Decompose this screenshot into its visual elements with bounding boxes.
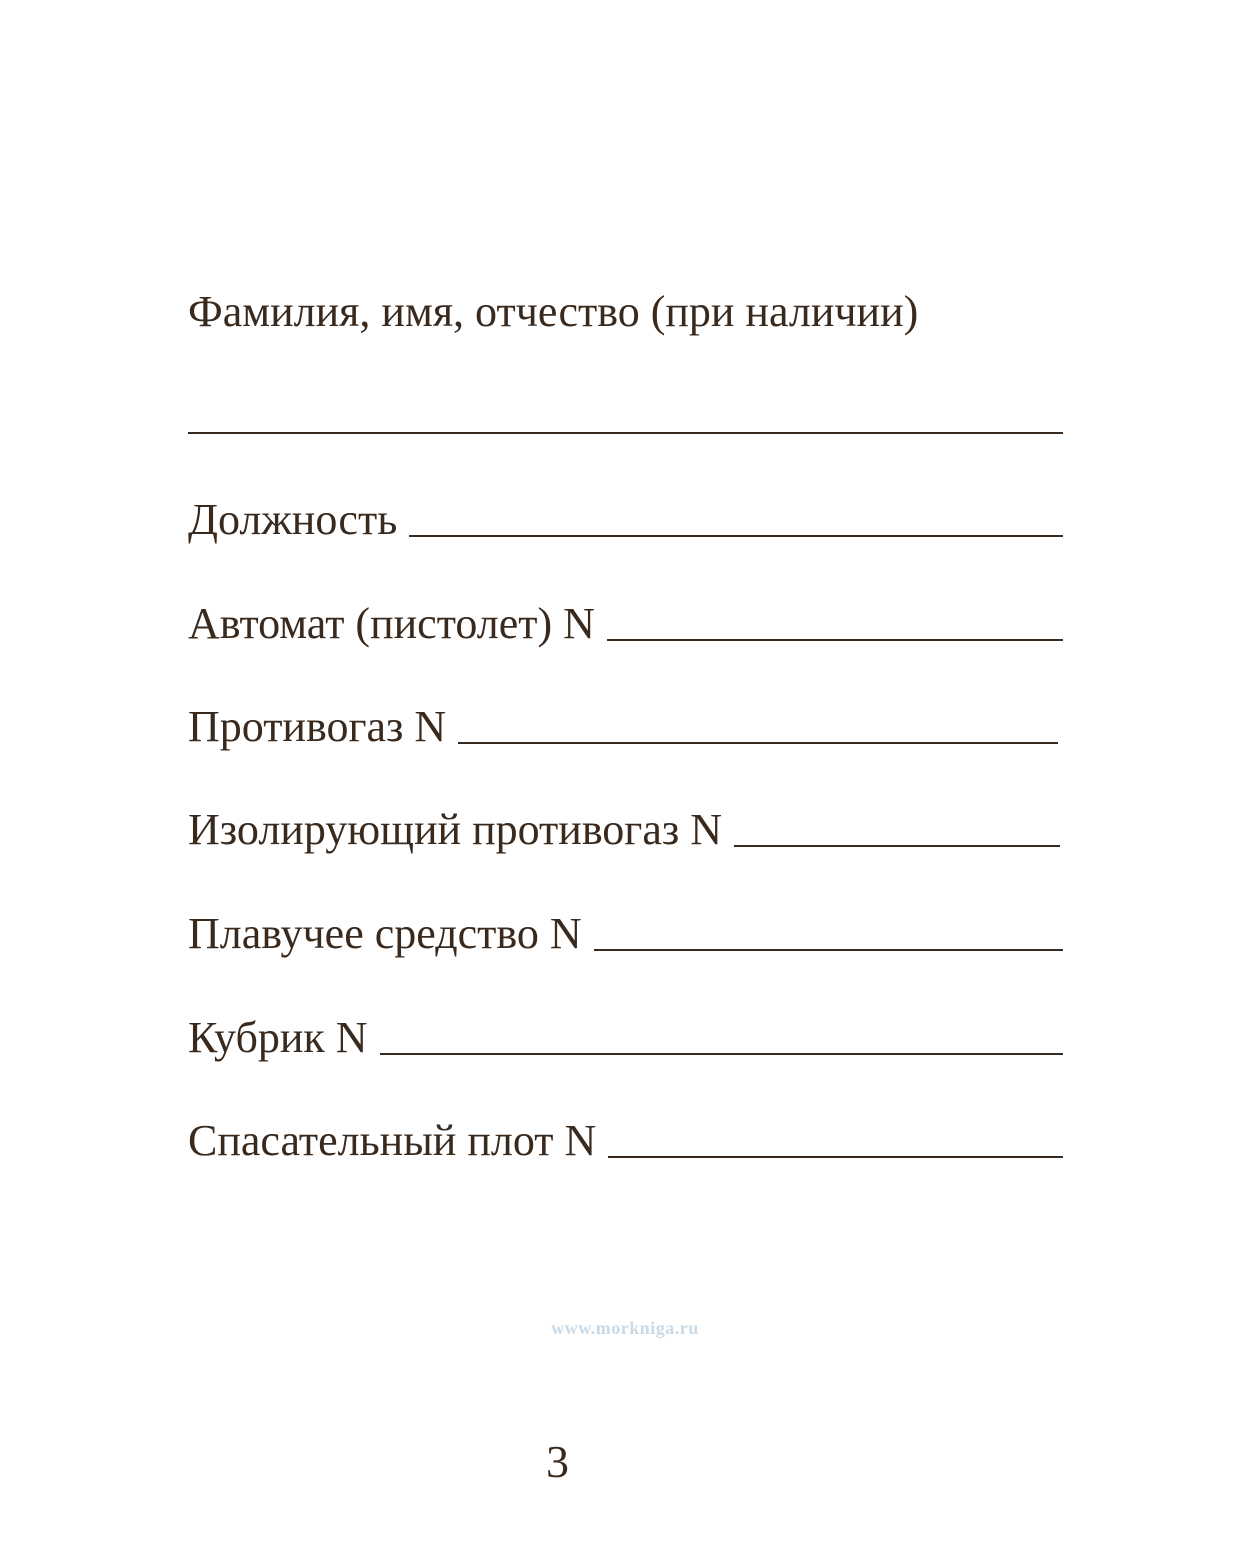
fio-fill-line[interactable]: [188, 432, 1063, 434]
field-life-raft-line[interactable]: [608, 1156, 1063, 1158]
field-flotation-device-line[interactable]: [594, 949, 1063, 951]
fio-label: Фамилия, имя, отчество (при наличии): [188, 287, 919, 336]
field-gas-mask-label: Противогаз N: [188, 702, 447, 751]
field-rifle-line[interactable]: [607, 639, 1063, 641]
field-life-raft-label: Спасательный плот N: [188, 1116, 597, 1165]
field-isolating-gas-mask: [188, 800, 1060, 860]
page-number: 3: [546, 1436, 569, 1487]
field-position-label: Должность: [188, 495, 398, 544]
field-cabin: [188, 1008, 1063, 1068]
field-isolating-gas-mask-line[interactable]: [734, 845, 1060, 847]
field-cabin-line[interactable]: [380, 1053, 1063, 1055]
field-flotation-device: [188, 904, 1063, 964]
watermark: www.morkniga.ru: [551, 1318, 699, 1338]
field-rifle-label: Автомат (пистолет) N: [188, 599, 595, 648]
field-flotation-device-label: Плавучее средство N: [188, 909, 582, 958]
field-position: [188, 490, 1063, 550]
field-gas-mask: [188, 697, 1058, 757]
field-cabin-label: Кубрик N: [188, 1013, 368, 1062]
field-gas-mask-line[interactable]: [458, 742, 1058, 744]
field-position-line[interactable]: [409, 535, 1063, 537]
field-life-raft: [188, 1111, 1063, 1171]
field-isolating-gas-mask-label: Изолирующий противогаз N: [188, 805, 723, 854]
field-rifle: [188, 594, 1063, 654]
